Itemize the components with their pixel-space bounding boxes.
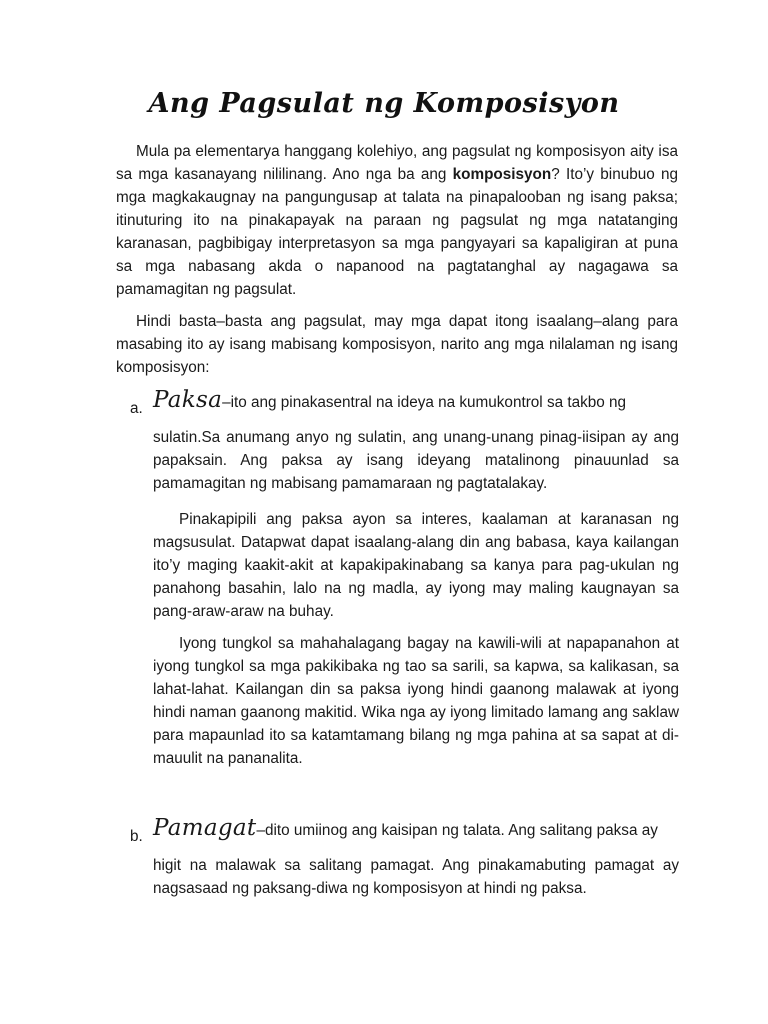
second-paragraph: Hindi basta–basta ang pagsulat, may mga dapat itong isaalang–alang para masabing ito ay isang mabisang komposisyon, narito ang mga nilalaman ng isang komposisyon: bbox=[116, 313, 678, 376]
item-a-continuation: sulatin.Sa anumang anyo ng sulatin, ang unang-unang pinag-iisipan ay ang papaksain. Ang paksa ay isang ideyang matalinong pinauunlad sa pamamagitan ng mabisang pamamaraan ng pagtatalakay. bbox=[153, 429, 679, 492]
intro-text-before: Mula pa elementarya hanggang kolehiyo, ang pagsulat ng komposisyon aity isa sa mga kasanayang nililinang. Ano nga ba ang bbox=[116, 143, 678, 183]
intro-bold-term: komposisyon bbox=[452, 166, 552, 183]
item-b-marker: b. bbox=[130, 828, 143, 845]
item-a-paragraph-3: Iyong tungkol sa mahahalagang bagay na kawili-wili at napapanahon at iyong tungkol sa mga pakikibaka ng tao sa sarili, sa kapwa, sa kalikasan, sa lahat-lahat. Kailangan din sa paksa iyong hindi gaanong malawak at iyong hindi naman gaanong makitid. Wika nga ay iyong limitado lamang ang saklaw para mapaunlad ito sa katamtamang bilang ng mga pahina at sa sapat at di-mauulit na pananalita. bbox=[153, 635, 679, 767]
item-b-head-text: –dito umiinog ang kaisipan ng talata. Ang salitang paksa ay bbox=[256, 822, 658, 839]
intro-text-after: ? Ito’y binubuo ng mga magkakaugnay na pangungusap at talata na pinapalooban ng isang paksa; itinuturing ito na pinakapayak na paraan ng pagsulat ng mga natatanging karanasan, pagbibigay interpretasyon sa mga pangyayari sa kapaligiran at puna sa mga nabasang akda o napanood na pagtatanghal ay nagagawa sa pamamagitan ng pagsulat. bbox=[116, 166, 678, 298]
page-title: Ang Pagsulat ng Komposisyon bbox=[148, 88, 620, 119]
item-b-term: Pamagat bbox=[153, 815, 257, 841]
item-a-heading bbox=[153, 389, 626, 414]
item-b-continuation: higit na malawak sa salitang pamagat. Ang pinakamabuting pamagat ay nagsasaad ng paksang-diwa ng komposisyon at hindi ng paksa. bbox=[153, 857, 679, 897]
item-b-heading bbox=[153, 817, 658, 842]
item-a-marker: a. bbox=[130, 400, 143, 417]
item-a-term: Paksa bbox=[153, 387, 223, 413]
item-a-head-text: –ito ang pinakasentral na ideya na kumukontrol sa takbo ng bbox=[222, 394, 627, 411]
intro-paragraph bbox=[116, 140, 678, 301]
item-a-paragraph-2: Pinakapipili ang paksa ayon sa interes, kaalaman at karanasan ng magsusulat. Datapwat dapat isaalang-alang din ang babasa, kaya kailangan ito’y maging kaakit-akit at kapakipakinabang sa kanya para pag-ukulan ng panahong basahin, lalo na ng madla, ay iyong may maling kaugnayan sa pang-araw-araw na buhay. bbox=[153, 511, 679, 620]
